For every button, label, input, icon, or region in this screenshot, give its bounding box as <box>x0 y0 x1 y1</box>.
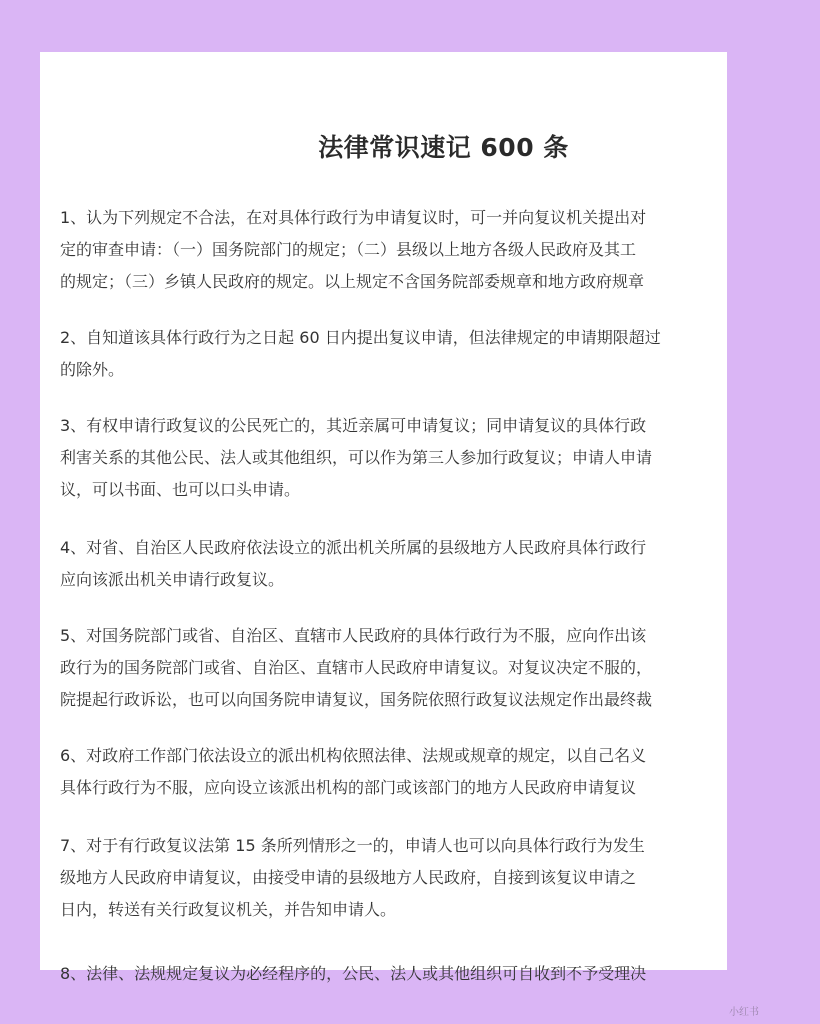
page-title: 法律常识速记 600 条 <box>318 133 569 162</box>
paragraph-line: 具体行政行为不服，应向设立该派出机构的部门或该部门的地方人民政府申请复议 <box>60 778 637 797</box>
paragraph-line: 院提起行政诉讼，也可以向国务院申请复议，国务院依照行政复议法规定作出最终裁 <box>60 690 653 709</box>
paragraph-8-fragment: 8、法律、法规规定复议为必经程序的，公民、法人或其他组织可自收到不予受理决 <box>60 964 647 983</box>
paragraph-line: 6、对政府工作部门依法设立的派出机构依照法律、法规或规章的规定，以自己名义 <box>60 746 647 765</box>
paragraph-3 <box>60 410 820 506</box>
paragraph-line: 应向该派出机关申请行政复议。 <box>60 570 285 589</box>
paragraph-line: 5、对国务院部门或省、自治区、直辖市人民政府的具体行政行为不服，应向作出该 <box>60 626 647 645</box>
paragraph-2 <box>60 322 820 386</box>
paragraph-1 <box>60 202 820 298</box>
watermark: 小红书 <box>729 1007 759 1018</box>
paragraph-line: 议，可以书面、也可以口头申请。 <box>60 480 301 499</box>
paragraph-line: 利害关系的其他公民、法人或其他组织，可以作为第三人参加行政复议；申请人申请 <box>60 448 653 467</box>
paragraph-line: 的规定；（三）乡镇人民政府的规定。以上规定不含国务院部委规章和地方政府规章 <box>60 272 645 291</box>
paragraph-line: 7、对于有行政复议法第 15 条所列情形之一的，申请人也可以向具体行政行为发生 <box>60 836 645 855</box>
paragraph-line: 定的审查申请：（一）国务院部门的规定；（二）县级以上地方各级人民政府及其工 <box>60 240 637 259</box>
paragraph-6 <box>60 740 820 804</box>
paragraph-line: 3、有权申请行政复议的公民死亡的，其近亲属可申请复议；同申请复议的具体行政 <box>60 416 647 435</box>
document-page <box>40 52 727 983</box>
paragraph-line: 级地方人民政府申请复议，由接受申请的县级地方人民政府，自接到该复议申请之 <box>60 868 637 887</box>
paragraph-line: 政行为的国务院部门或省、自治区、直辖市人民政府申请复议。对复议决定不服的， <box>60 658 653 677</box>
paragraph-line: 2、自知道该具体行政行为之日起 60 日内提出复议申请，但法律规定的申请期限超过 <box>60 328 661 347</box>
paragraph-line: 1、认为下列规定不合法，在对具体行政行为申请复议时，可一并向复议机关提出对 <box>60 208 647 227</box>
paragraph-line: 4、对省、自治区人民政府依法设立的派出机关所属的县级地方人民政府具体行政行 <box>60 538 647 557</box>
paragraph-line: 日内，转送有关行政复议机关，并告知申请人。 <box>60 900 397 919</box>
paragraph-4 <box>60 532 820 596</box>
paragraph-line: 的除外。 <box>60 360 125 379</box>
paragraph-7 <box>60 830 820 926</box>
paragraph-5 <box>60 620 820 716</box>
